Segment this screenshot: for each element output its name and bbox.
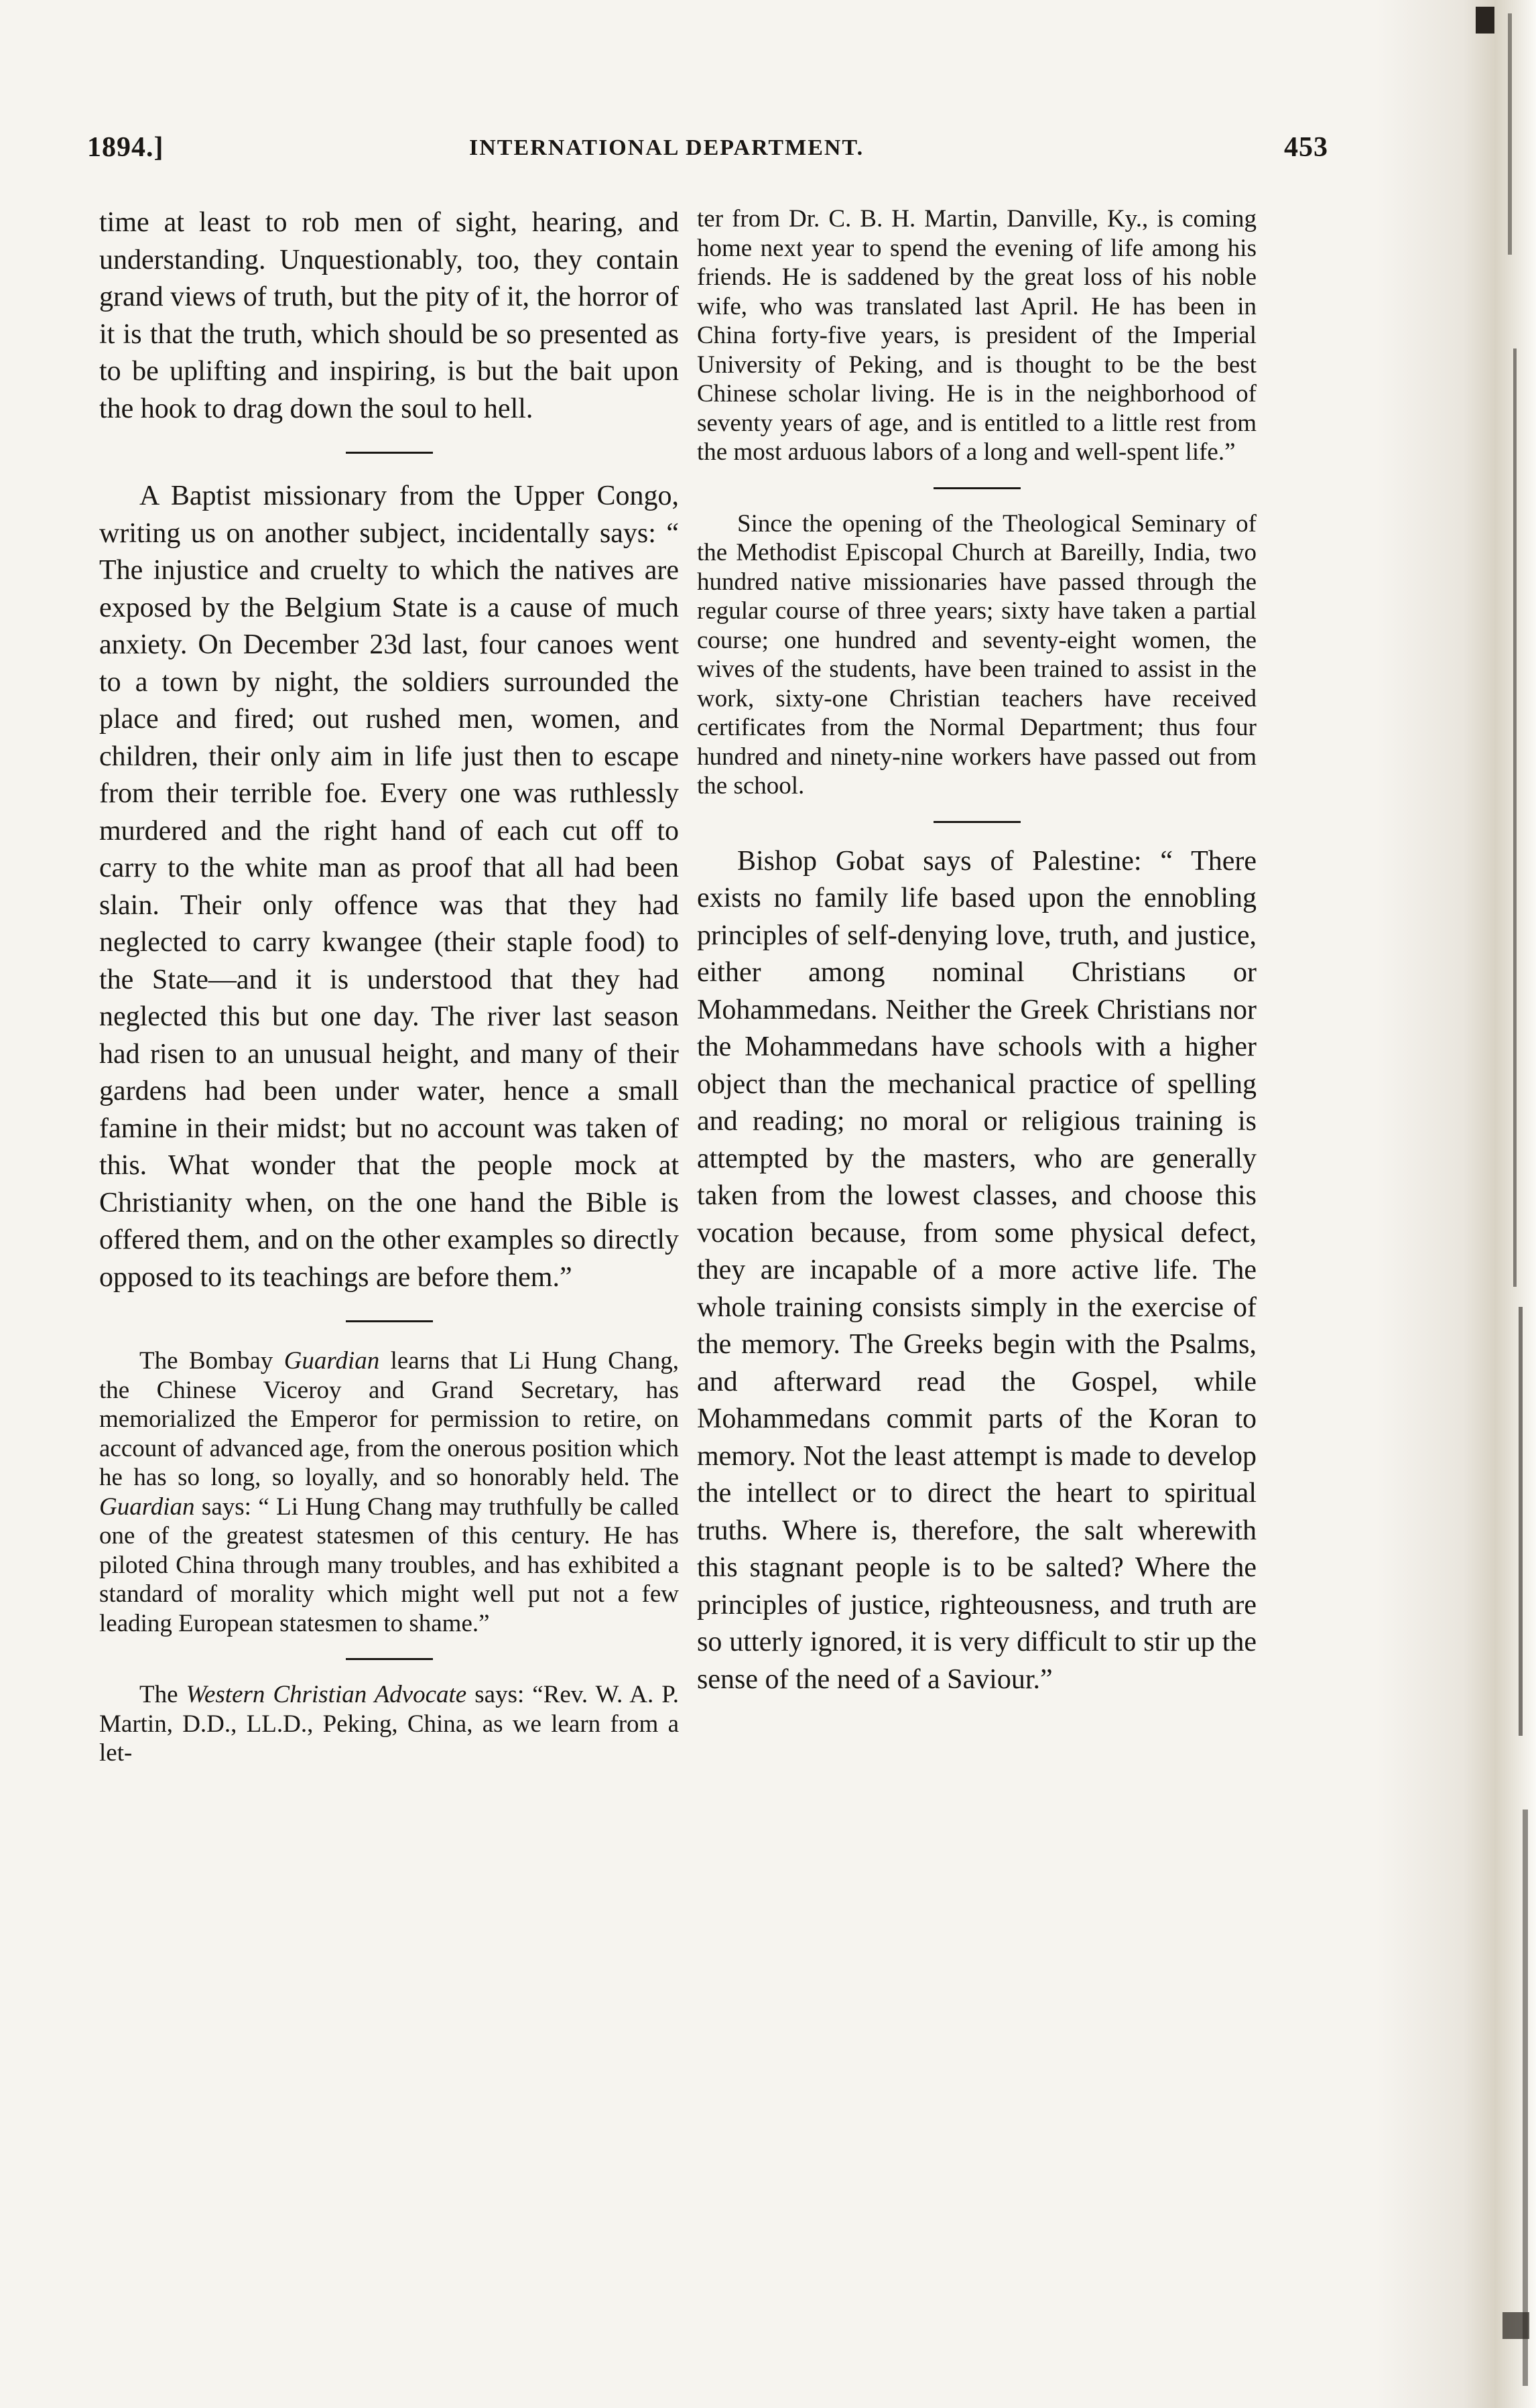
paragraph-continued: time at least to rob men of sight, hearing, and understanding. Unquestionably, too, they contain grand views of truth, but the pity of it, the horror of it is that the truth, which should be so presented as to be uplifting and inspiring, is but the bait upon the hook to drag down the soul to hell. <box>99 207 679 424</box>
paragraph-martin-continued: ter from Dr. C. B. H. Martin, Danville, Ky., is coming home next year to spend the evening of life among his friends. He is saddened by the great loss of his noble wife, who was translated last April. He has been in China forty-five years, is president of the Imperial University of Peking, and is thought to be the best Chinese scholar living. He is in the neighborhood of seventy years of age, and is entitled to a little rest from the most arduous labors of a long and well-spent life.” <box>697 205 1257 466</box>
paragraph-martin: The Western Christian Advocate says: “Rev. W. A. P. Martin, D.D., LL.D., Peking, China, as we learn from a let- <box>99 1681 679 1767</box>
paragraph-congo: A Baptist missionary from the Upper Congo, writing us on another subject, incidentally says: “ The injustice and cruelty to which the natives are exposed by the Belgium State is a cause of much anxiety. On December 23d last, four canoes went to a town by night, the soldiers surrounded the place and fired; out rushed men, women, and children, their only aim in life just then to escape from their terrible foe. Every one was ruthlessly murdered and the right hand of each cut off to carry to the white man as proof that all had been slain. Their only offence was that they had neglected to carry kwangee (their staple food) to the State—and it is understood that they had neglected this but one day. The river last season had risen to an unusual height, and many of their gardens had been under water, hence a small famine in their midst; but no account was taken of this. What wonder that the people mock at Christianity when, on the one hand the Bible is offered them, and on the other examples so directly opposed to its teachings are before them.” <box>99 481 679 1293</box>
page-binding-edge <box>1375 0 1536 2408</box>
paragraph-palestine: Bishop Gobat says of Palestine: “ There exists no family life based upon the ennobling principles of self-denying love, truth, and justice, either among nominal Christians or Mohammedans. Neither the Greek Christians nor the Mohammedans have schools with a higher object than the mechanical practice of spelling and reading; no moral or religious training is attempted by the masters, who are generally taken from the lowest classes, and choose this vocation because, from some physical defect, they are incapable of a more active life. The whole training consists simply in the exercise of the memory. The Greeks begin with the Psalms, and afterward read the Gospel, while Mohammedans commit parts of the Koran to memory. Not the least attempt is made to develop the intellect or to direct the heart to spiritual truths. Where is, therefore, the salt wherewith this stagnant people is to be salted? Where the principles of justice, righteousness, and truth are so utterly ignored, it is very difficult to stir up the sense of the need of a Saviour.” <box>697 845 1257 1695</box>
left-column <box>99 204 679 1768</box>
right-column <box>697 204 1257 1698</box>
running-header <box>87 131 1328 172</box>
header-title: INTERNATIONAL DEPARTMENT. <box>469 135 865 160</box>
paragraph-bareilly-seminary: Since the opening of the Theological Seminary of the Methodist Episcopal Church at Bareilly, India, two hundred native missionaries have passed through the regular course of three years; sixty have taken a partial course; one hundred and seventy-eight women, the wives of the students, have been trained to assist in the work, sixty-one Christian teachers have received certificates from the Normal Department; thus four hundred and ninety-nine workers have passed out from the school. <box>697 509 1257 800</box>
page-number: 453 <box>1284 132 1328 163</box>
paragraph-li-hung-chang: The Bombay Guardian learns that Li Hung Chang, the Chinese Viceroy and Grand Secretary, has memorialized the Emperor for permission to retire, on account of advanced age, from the onerous position which he has so long, so loyally, and so honorably held. The Guardian says: “ Li Hung Chang may truthfully be called one of the greatest statesmen of this century. He has piloted China through many troubles, and has exhibited a standard of morality which might well put not a few leading European statesmen to shame.” <box>99 1347 679 1637</box>
header-year: 1894.] <box>87 132 164 163</box>
